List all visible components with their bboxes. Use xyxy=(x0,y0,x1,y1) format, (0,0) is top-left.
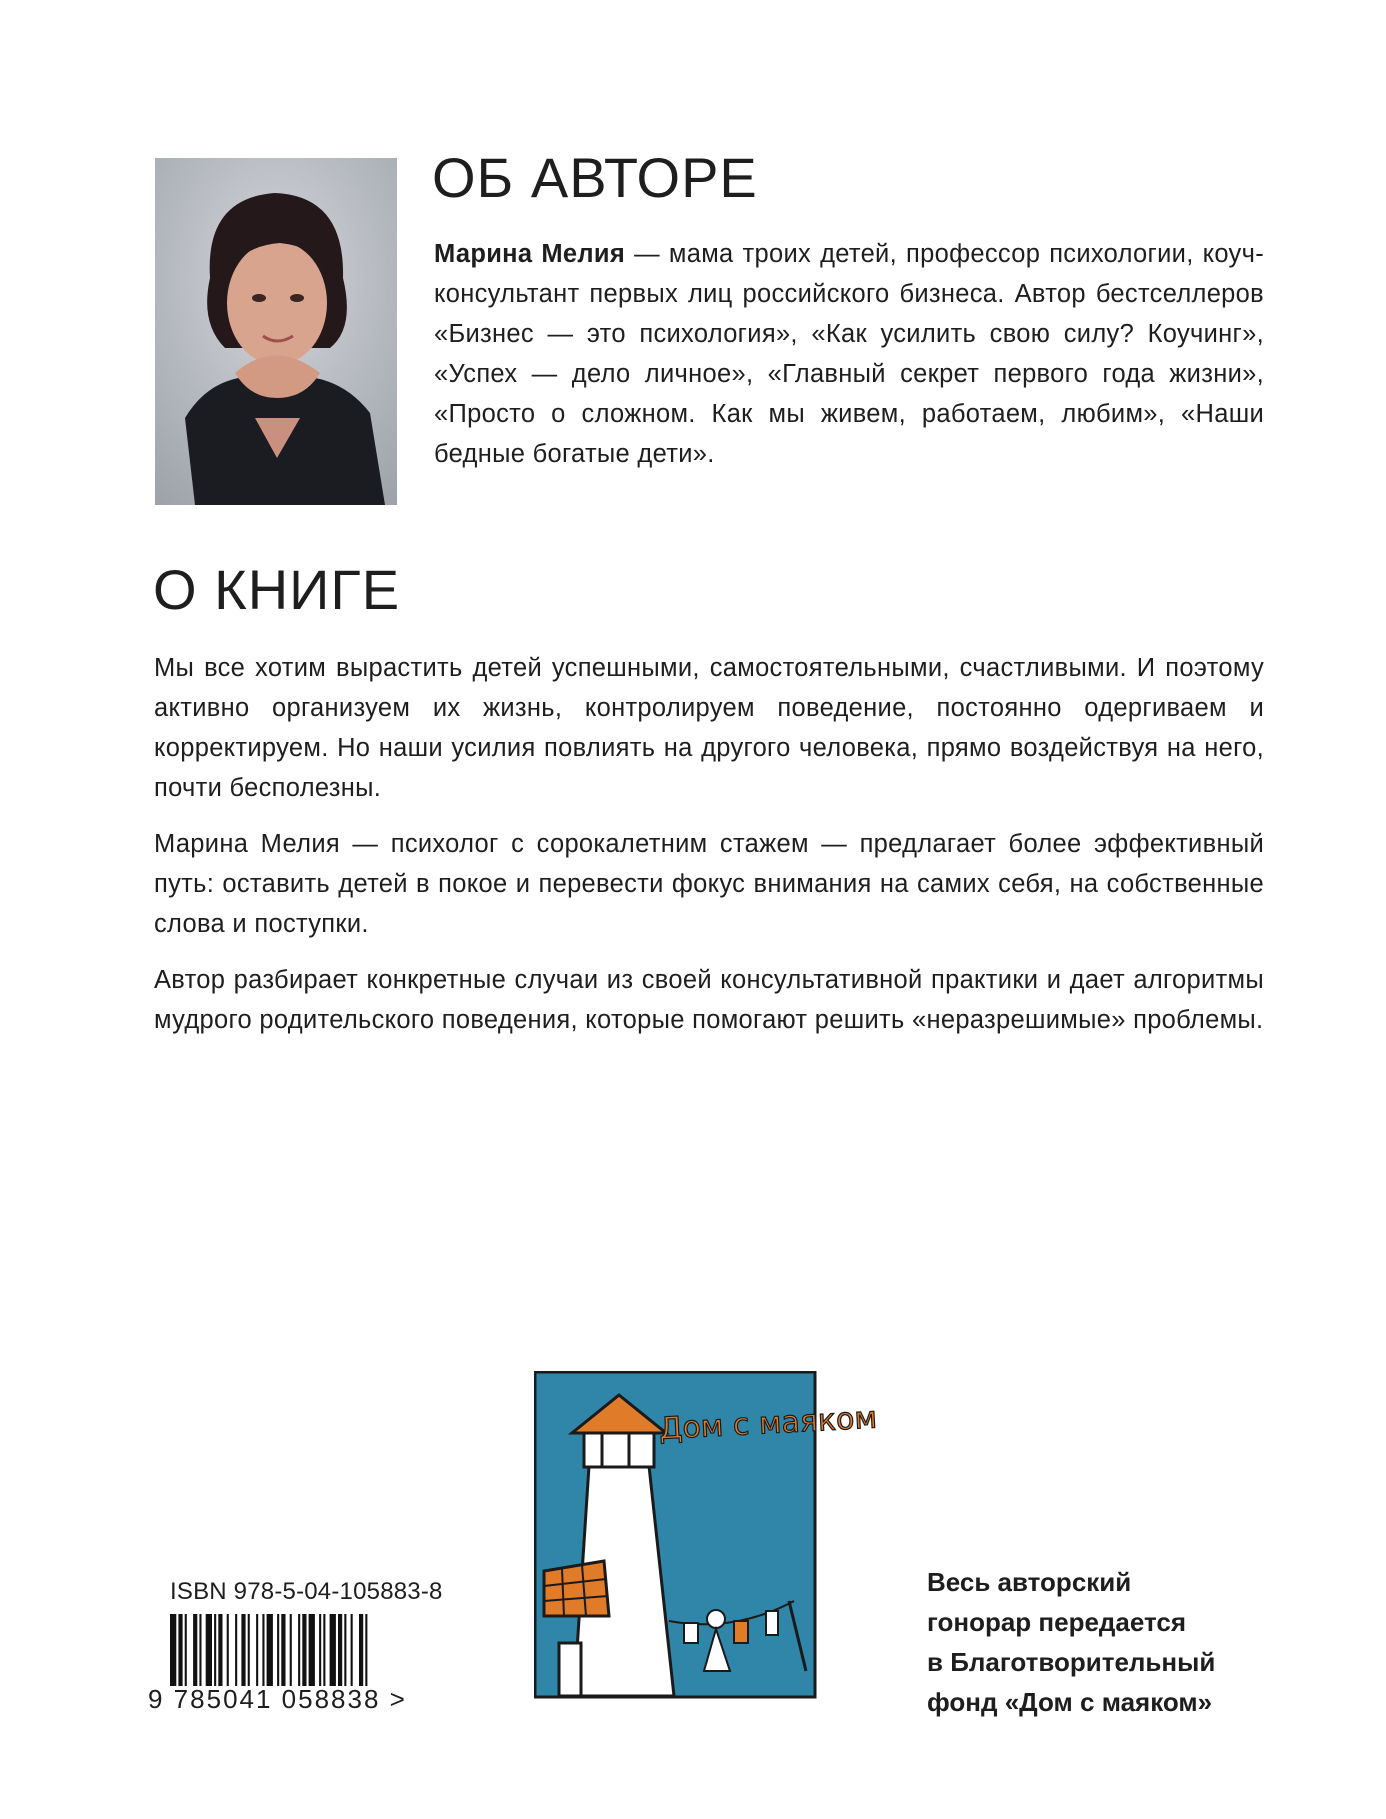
book-paragraph: Марина Мелия — психолог с сорокалетним стажем — предлагает более эффективный путь: оставить детей в покое и перевести фокус внимания на самих себя, на собственные слова и поступки. xyxy=(154,830,1264,938)
barcode-bar xyxy=(248,1614,250,1686)
barcode-bar xyxy=(218,1614,222,1686)
book-paragraph: Мы все хотим вырастить детей успешными, самостоятельными, счастливыми. И поэтому активно организуем их жизнь, контролируем поведение, постоянно одергиваем и корректируем. Но наши усилия повлиять на другого человека, прямо воздействуя на него, почти бесполезны. xyxy=(154,654,1264,802)
book-description xyxy=(154,648,1264,1056)
donation-line: гонорар передается xyxy=(927,1607,1187,1637)
donation-line: в Благотворительный xyxy=(927,1647,1216,1677)
dom-s-mayakom-logo xyxy=(534,1371,914,1701)
logo-label: Дом с маяком xyxy=(658,1400,878,1447)
barcode-bar xyxy=(338,1614,342,1686)
donation-line: Весь авторский xyxy=(927,1567,1132,1597)
barcode-bar xyxy=(302,1614,306,1686)
barcode-bar xyxy=(344,1614,346,1686)
barcode-bar xyxy=(319,1614,321,1686)
barcode-bar xyxy=(309,1614,315,1686)
about-author-heading: ОБ АВТОРЕ xyxy=(432,146,758,209)
barcode-bar xyxy=(323,1614,325,1686)
barcode-bar xyxy=(277,1614,279,1686)
barcode-bar xyxy=(281,1614,285,1686)
author-name: Марина Мелия xyxy=(434,240,626,268)
barcode-bar xyxy=(214,1614,216,1686)
donation-note xyxy=(927,1562,1267,1722)
barcode-bar xyxy=(178,1614,182,1686)
barcode-bar xyxy=(206,1614,212,1686)
about-book-heading: О КНИГЕ xyxy=(153,558,401,621)
isbn-barcode xyxy=(148,1578,468,1718)
barcode-bar xyxy=(262,1614,264,1686)
barcode-bar xyxy=(241,1614,245,1686)
barcode-bar xyxy=(298,1614,300,1686)
book-paragraph: Автор разбирает конкретные случаи из своей консультативной практики и дает алгоритмы мудрого родительского поведения, которые помогают решить «неразрешимые» проблемы. xyxy=(154,966,1264,1034)
barcode-bar xyxy=(290,1614,292,1686)
barcode-bar xyxy=(365,1614,367,1686)
barcode-bar xyxy=(351,1614,353,1686)
barcode-bar xyxy=(256,1614,258,1686)
barcode-bars xyxy=(170,1614,440,1686)
donation-line: фонд «Дом с маяком» xyxy=(927,1687,1213,1717)
barcode-bar xyxy=(359,1614,363,1686)
about-author-text xyxy=(434,234,1264,474)
barcode-bar xyxy=(199,1614,201,1686)
barcode-bar xyxy=(227,1614,229,1686)
isbn-number: ISBN 978-5-04-105883-8 xyxy=(170,1578,443,1605)
author-photo xyxy=(155,158,397,505)
barcode-digits: 9 785041 058838 > xyxy=(148,1684,407,1714)
barcode-bar xyxy=(267,1614,273,1686)
barcode-bar xyxy=(235,1614,237,1686)
barcode-bar xyxy=(170,1614,176,1686)
barcode-bar xyxy=(185,1614,187,1686)
barcode-bar xyxy=(330,1614,336,1686)
author-bio: — мама троих детей, профессор психологии, коуч-консультант первых лиц российского бизнеса. Автор бестселлеров «Бизнес — это психология», «Как усилить свою силу? Коучинг», «Успех — дело личное», «Главный секрет первого года жизни», «Просто о сложном. Как мы живем, работаем, любим», «Наши бедные богатые дети». xyxy=(434,240,1264,468)
barcode-bar xyxy=(193,1614,197,1686)
